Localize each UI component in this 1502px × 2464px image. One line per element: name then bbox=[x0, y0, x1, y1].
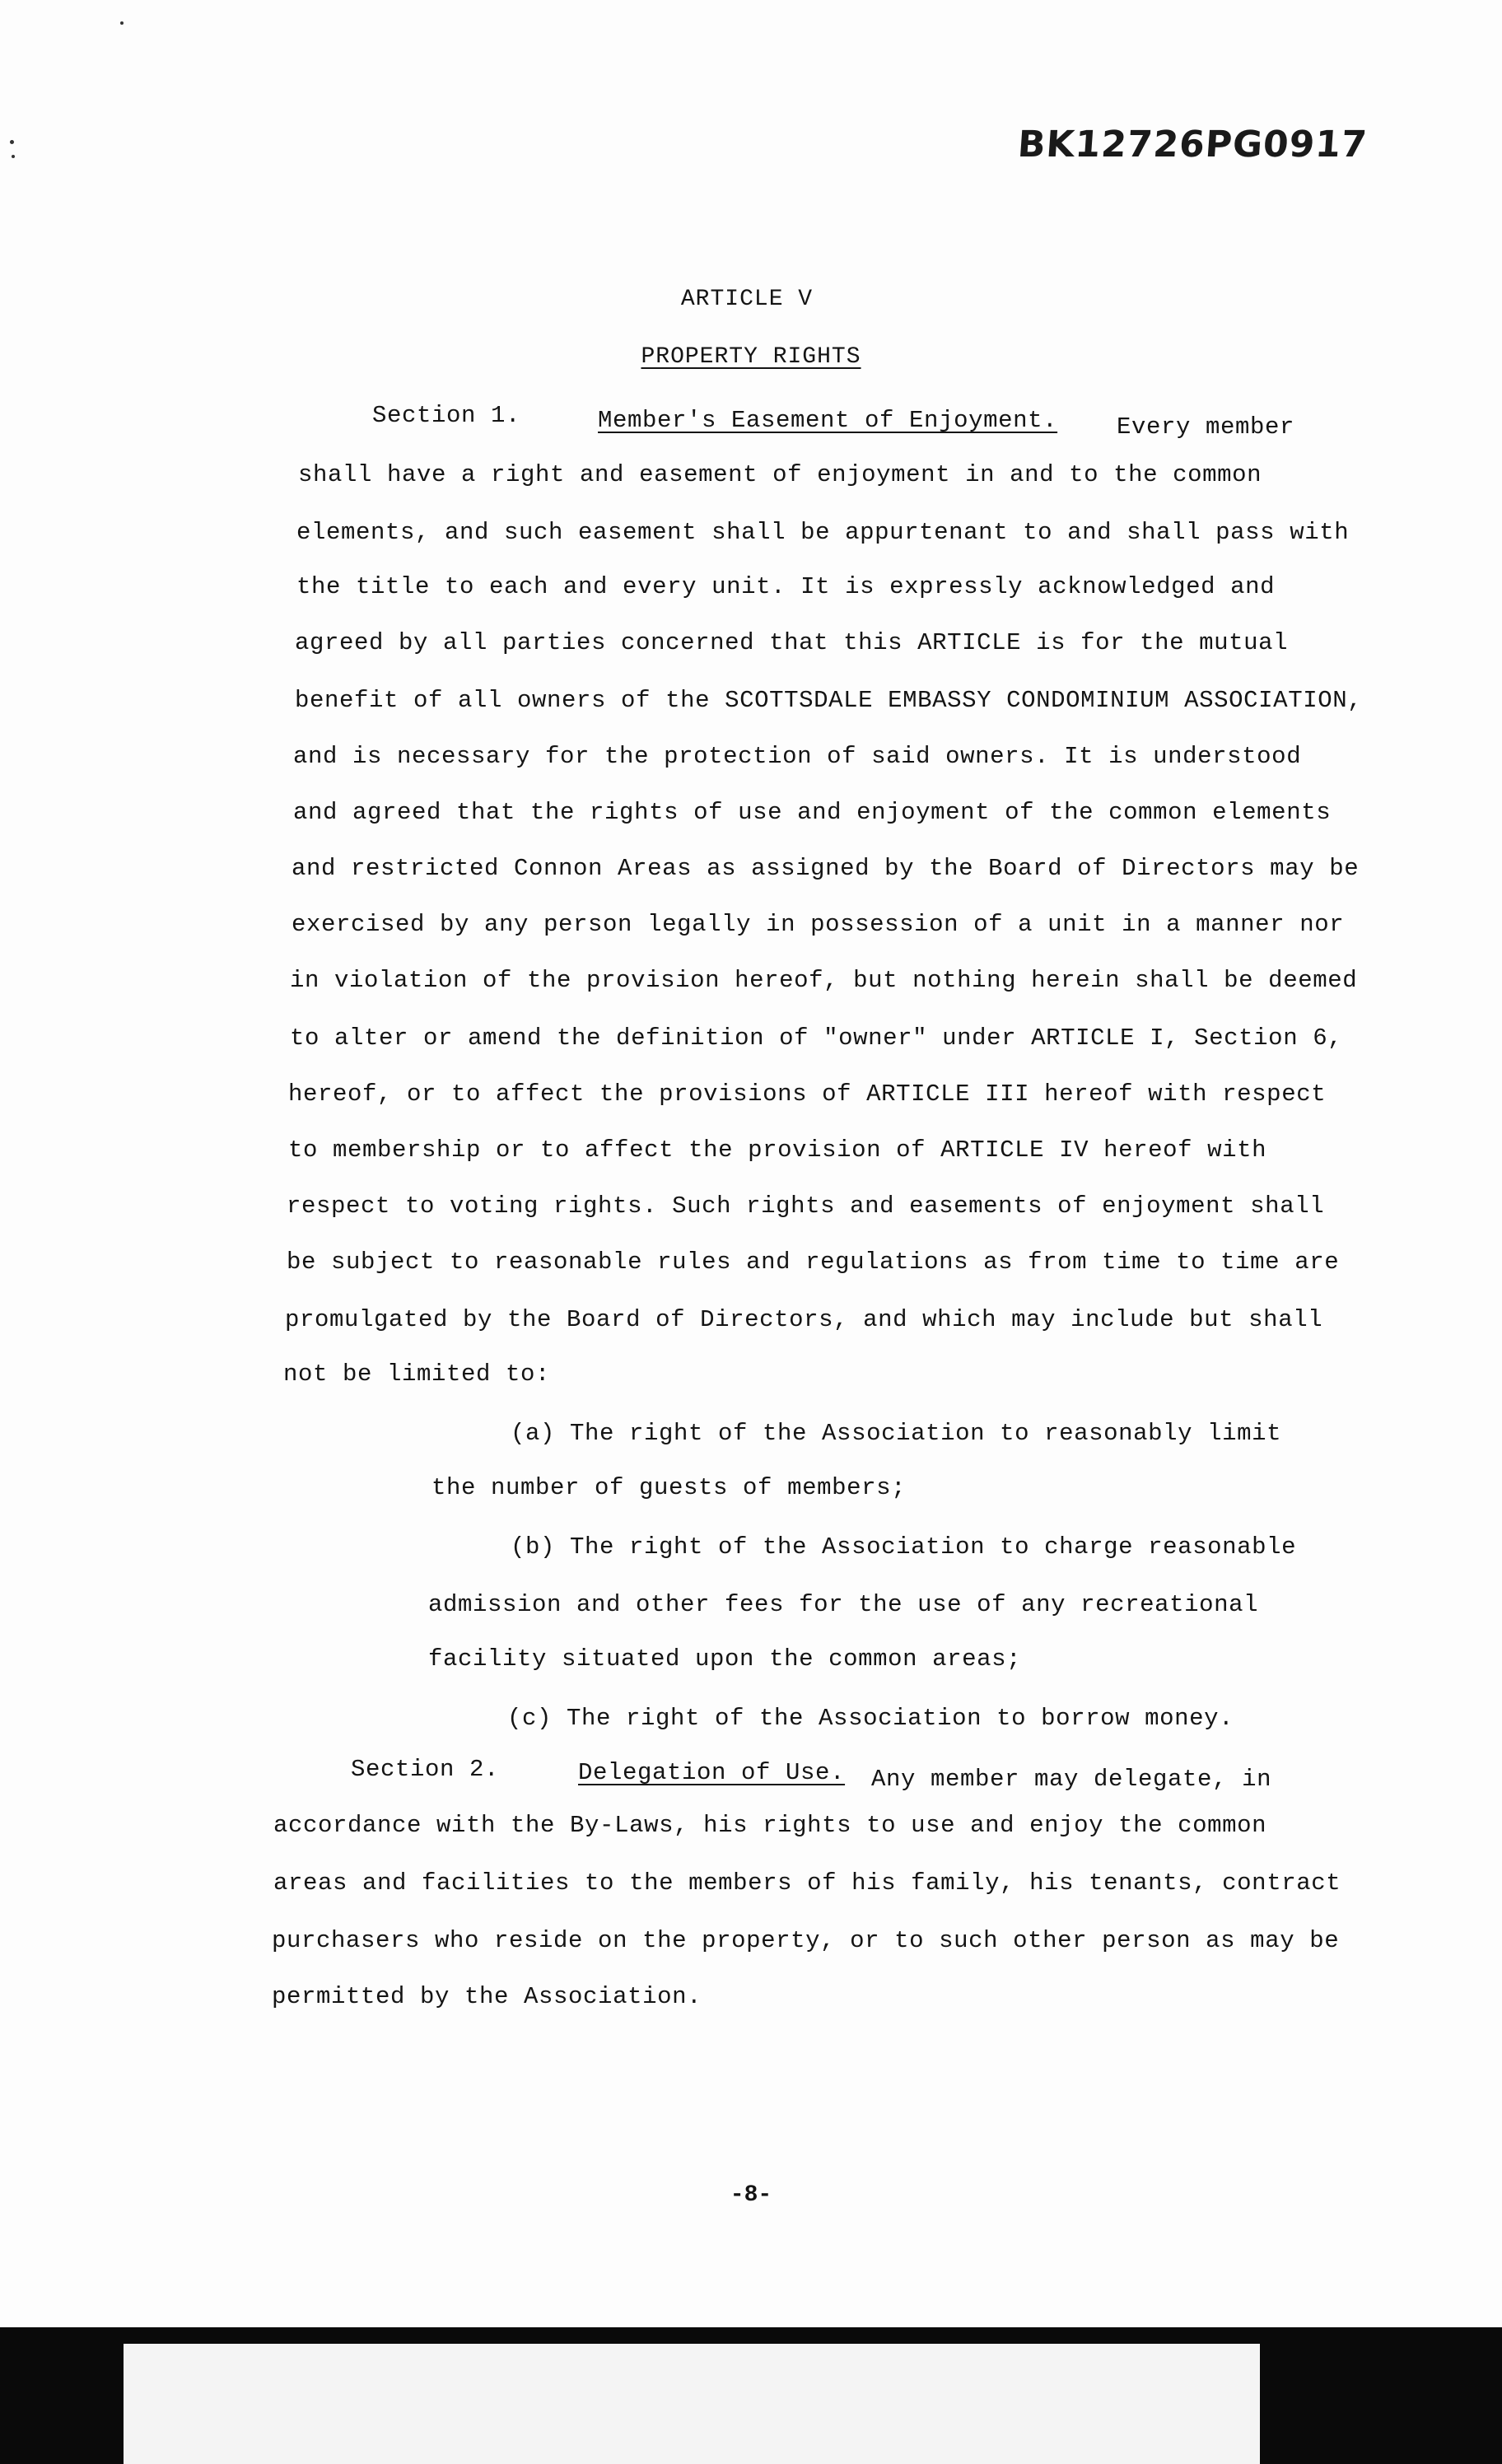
section2-line: permitted by the Association. bbox=[272, 1983, 702, 2010]
article-title: ARTICLE V bbox=[680, 287, 814, 312]
scan-border-paper bbox=[124, 2344, 1260, 2464]
section2-line: accordance with the By-Laws, his rights to use and enjoy the common bbox=[273, 1812, 1267, 1839]
section1-line: and agreed that the rights of use and enjoyment of the common elements bbox=[293, 799, 1332, 826]
section2-first-line-tail: Any member may delegate, in bbox=[871, 1766, 1272, 1793]
section1-line: in violation of the provision hereof, but nothing herein shall be deemed bbox=[290, 967, 1358, 994]
section-heading bbox=[0, 344, 1502, 370]
item-a-line: the number of guests of members; bbox=[431, 1474, 907, 1501]
item-c-first: (c) The right of the Association to borrow money. bbox=[507, 1705, 1234, 1732]
section1-line: the title to each and every unit. It is expressly acknowledged and bbox=[296, 573, 1276, 600]
section1-line: shall have a right and easement of enjoyment in and to the common bbox=[298, 461, 1262, 488]
section1-line: agreed by all parties concerned that this ARTICLE is for the mutual bbox=[295, 629, 1289, 656]
scan-speck bbox=[120, 21, 124, 25]
section2-line: purchasers who reside on the property, or to such other person as may be bbox=[272, 1927, 1340, 1954]
section1-label: Section 1. bbox=[372, 402, 521, 429]
section1-line: to membership or to affect the provision of ARTICLE IV hereof with bbox=[288, 1136, 1267, 1164]
scan-speck bbox=[10, 140, 14, 144]
scan-speck bbox=[12, 155, 15, 158]
section1-line: exercised by any person legally in possession of a unit in a manner nor bbox=[292, 911, 1345, 938]
section1-line: and restricted Connon Areas as assigned by the Board of Directors may be bbox=[292, 855, 1360, 882]
item-b-line: admission and other fees for the use of any recreational bbox=[428, 1591, 1259, 1618]
section2-label: Section 2. bbox=[351, 1756, 500, 1783]
section1-line: be subject to reasonable rules and regulations as from time to time are bbox=[287, 1248, 1340, 1276]
section2-title: Delegation of Use. bbox=[578, 1759, 846, 1786]
item-b-line: facility situated upon the common areas; bbox=[428, 1645, 1022, 1673]
section-heading-text: PROPERTY RIGHTS bbox=[641, 344, 861, 370]
section1-line: benefit of all owners of the SCOTTSDALE EMBASSY CONDOMINIUM ASSOCIATION, bbox=[295, 687, 1363, 714]
page-number: -8- bbox=[730, 2182, 772, 2208]
section2-line: areas and facilities to the members of his family, his tenants, contract bbox=[273, 1869, 1341, 1897]
section1-line: and is necessary for the protection of said owners. It is understood bbox=[293, 743, 1302, 770]
recording-stamp: BK12726PG0917 bbox=[1016, 124, 1369, 166]
section1-first-line-tail: Every member bbox=[1117, 413, 1295, 441]
item-b-first: (b) The right of the Association to charge reasonable bbox=[511, 1533, 1297, 1561]
section1-line: promulgated by the Board of Directors, and which may include but shall bbox=[285, 1306, 1323, 1333]
section1-line: hereof, or to affect the provisions of ARTICLE III hereof with respect bbox=[288, 1080, 1327, 1108]
section1-line: respect to voting rights. Such rights and easements of enjoyment shall bbox=[287, 1192, 1325, 1220]
section1-line: to alter or amend the definition of "owner" under ARTICLE I, Section 6, bbox=[290, 1024, 1343, 1052]
section1-line: elements, and such easement shall be appurtenant to and shall pass with bbox=[296, 519, 1350, 546]
section1-line: not be limited to: bbox=[283, 1360, 551, 1388]
section1-title: Member's Easement of Enjoyment. bbox=[598, 407, 1058, 434]
item-a-first: (a) The right of the Association to reasonably limit bbox=[511, 1420, 1282, 1447]
